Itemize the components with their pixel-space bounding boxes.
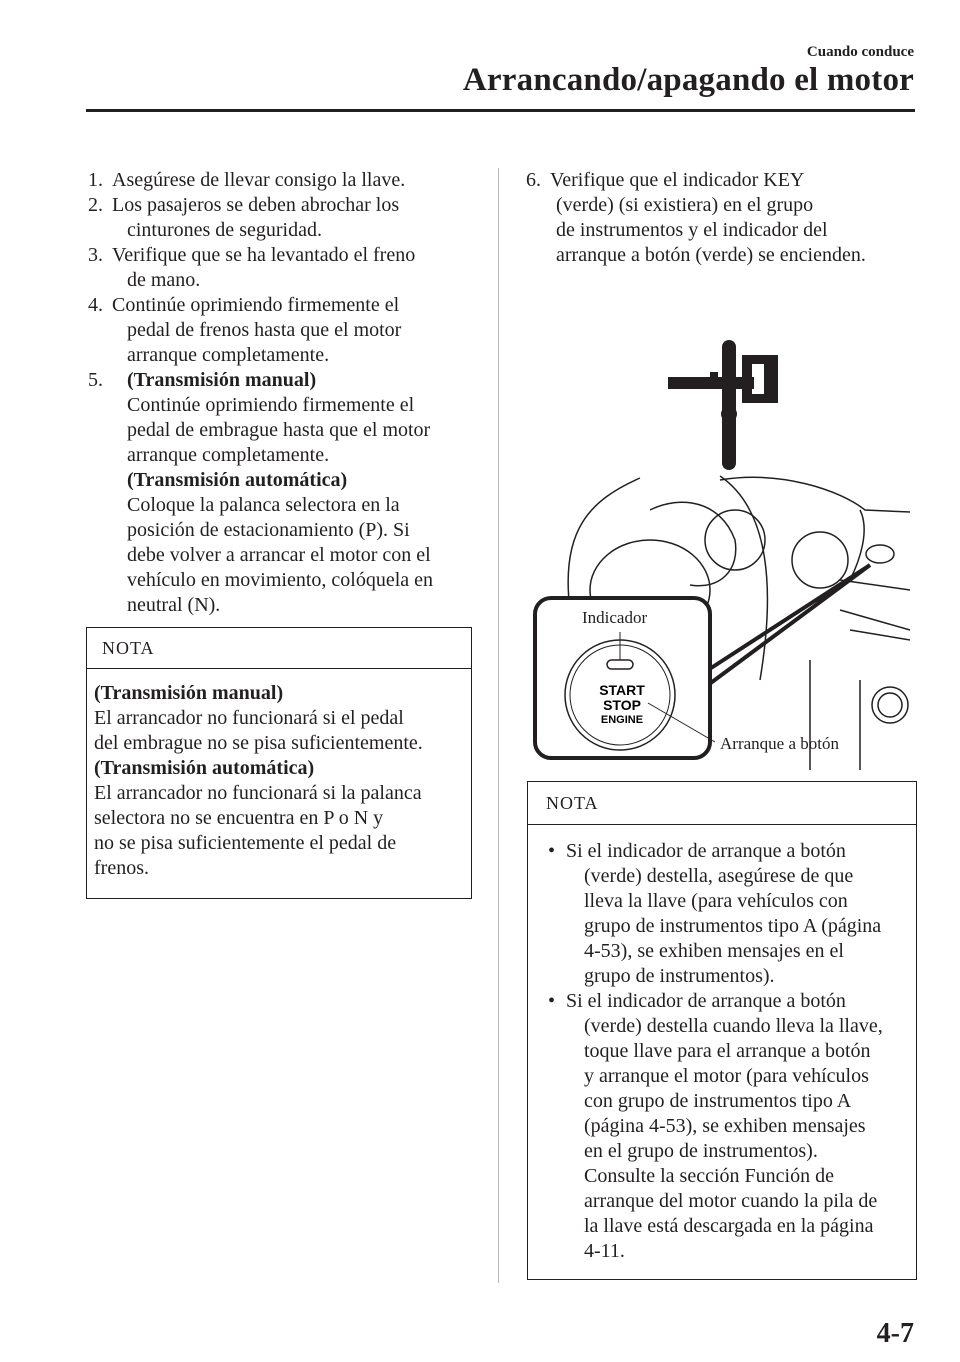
page-number: 4-7 bbox=[876, 1318, 914, 1349]
step-text: Continúe oprimiendo firmemente el bbox=[112, 294, 400, 316]
note-text: del embrague no se pisa suficientemente. bbox=[94, 732, 423, 754]
step-text: posición de estacionamiento (P). Si bbox=[127, 519, 410, 541]
step-text: arranque completamente. bbox=[127, 344, 330, 366]
header-rule bbox=[86, 109, 915, 112]
step-number: 6. bbox=[526, 169, 541, 191]
note-text: (verde) destella cuando lleva la llave, bbox=[584, 1015, 883, 1037]
button-text-start: START bbox=[599, 682, 645, 698]
note-text: y arranque el motor (para vehículos bbox=[584, 1065, 869, 1087]
note-text: no se pisa suficientemente el pedal de bbox=[94, 832, 397, 854]
step-text: de mano. bbox=[127, 269, 201, 291]
note-text: Si el indicador de arranque a botón bbox=[566, 990, 846, 1012]
note-box-right bbox=[527, 781, 917, 1280]
note-text: (Transmisión manual) bbox=[94, 682, 284, 704]
step-text: arranque a botón (verde) se encienden. bbox=[556, 244, 866, 266]
note-text: toque llave para el arranque a botón bbox=[584, 1040, 871, 1062]
page-title: Arrancando/apagando el motor bbox=[462, 62, 914, 98]
step-text: arranque completamente. bbox=[127, 444, 330, 466]
bullet: • bbox=[548, 990, 556, 1012]
note-text: con grupo de instrumentos tipo A bbox=[584, 1090, 852, 1112]
note-heading: NOTA bbox=[546, 793, 599, 813]
step-text: (Transmisión manual) bbox=[127, 369, 317, 391]
step-number: 2. bbox=[88, 194, 103, 216]
step-text: cinturones de seguridad. bbox=[127, 219, 322, 241]
note-text: 4-53), se exhiben mensajes en el bbox=[584, 940, 844, 962]
step-number: 4. bbox=[88, 294, 103, 316]
note-heading: NOTA bbox=[102, 638, 155, 658]
note-text: la llave está descargada en la página bbox=[584, 1215, 874, 1237]
note-text: El arrancador no funcionará si el pedal bbox=[94, 707, 404, 729]
note-text: grupo de instrumentos). bbox=[584, 965, 775, 987]
section-name: Cuando conduce bbox=[806, 44, 914, 60]
step-text: Coloque la palanca selectora en la bbox=[127, 494, 400, 516]
step-text: vehículo en movimiento, colóquela en bbox=[127, 569, 434, 591]
step-text: neutral (N). bbox=[127, 594, 221, 616]
note-text: Si el indicador de arranque a botón bbox=[566, 840, 846, 862]
note-text: (Transmisión automática) bbox=[94, 757, 315, 779]
note-text: 4-11. bbox=[584, 1240, 625, 1262]
step-text: de instrumentos y el indicador del bbox=[556, 219, 828, 241]
note-text: en el grupo de instrumentos). bbox=[584, 1140, 818, 1162]
label-indicator: Indicador bbox=[582, 608, 648, 627]
step-text: Asegúrese de llevar consigo la llave. bbox=[112, 169, 406, 191]
step-text: Verifique que el indicador KEY bbox=[550, 169, 805, 191]
button-text-stop: STOP bbox=[603, 697, 641, 713]
step-text: (verde) (si existiera) en el grupo bbox=[556, 194, 814, 216]
start-button-illustration bbox=[520, 330, 920, 770]
key-indicator-icon bbox=[668, 340, 778, 470]
column-divider bbox=[498, 168, 499, 1283]
note-text: Consulte la sección Función de bbox=[584, 1165, 834, 1187]
note-text: El arrancador no funcionará si la palanca bbox=[94, 782, 422, 804]
step-text: Los pasajeros se deben abrochar los bbox=[112, 194, 400, 216]
note-text: (página 4-53), se exhiben mensajes bbox=[584, 1115, 866, 1137]
note-box-left bbox=[86, 627, 472, 899]
note-text: frenos. bbox=[94, 857, 149, 879]
step-text: pedal de embrague hasta que el motor bbox=[127, 419, 431, 441]
step-text: debe volver a arrancar el motor con el bbox=[127, 544, 431, 566]
step-text: pedal de frenos hasta que el motor bbox=[127, 319, 402, 341]
bullet: • bbox=[548, 840, 556, 862]
step-text: Verifique que se ha levantado el freno bbox=[112, 244, 416, 266]
button-text-engine: ENGINE bbox=[600, 714, 644, 726]
label-push-button: Arranque a botón bbox=[720, 734, 839, 753]
note-text: grupo de instrumentos tipo A (página bbox=[584, 915, 882, 937]
step-number: 1. bbox=[88, 169, 103, 191]
note-text: (verde) destella, asegúrese de que bbox=[584, 865, 854, 887]
note-text: lleva la llave (para vehículos con bbox=[584, 890, 848, 912]
step-number: 3. bbox=[88, 244, 103, 266]
step-number: 5. bbox=[88, 369, 103, 391]
step-text: Continúe oprimiendo firmemente el bbox=[127, 394, 415, 416]
note-text: arranque del motor cuando la pila de bbox=[584, 1190, 878, 1212]
note-text: selectora no se encuentra en P o N y bbox=[94, 807, 384, 829]
step-text: (Transmisión automática) bbox=[127, 469, 348, 491]
